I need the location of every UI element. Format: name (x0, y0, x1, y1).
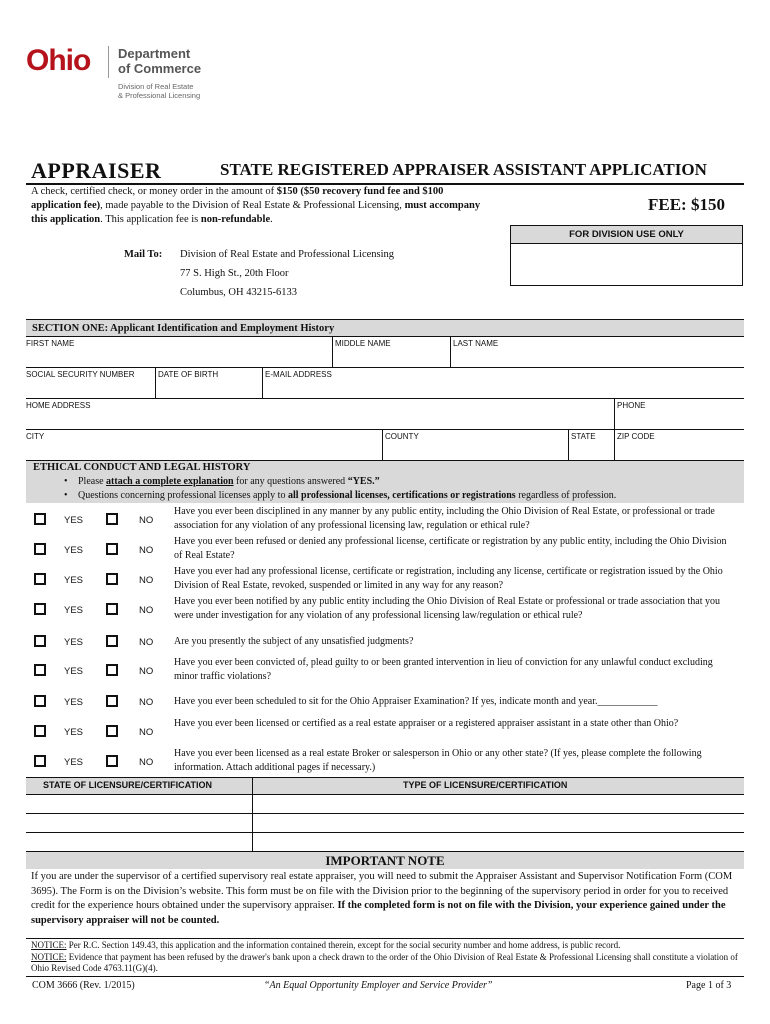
no-label: NO (139, 545, 154, 556)
important-note-header: IMPORTANT NOTE (26, 852, 744, 869)
yes-label: YES (64, 515, 84, 526)
question-text: Have you ever been refused or denied any professional license, certificate or registration by any public entity, including the Ohio Division of Real Estate? (174, 536, 727, 561)
form-id: COM 3666 (Rev. 1/2015) (32, 980, 135, 991)
email-field[interactable] (262, 368, 744, 398)
city-field[interactable] (26, 430, 382, 460)
bullet1-text-b: attach a complete explanation (106, 476, 234, 487)
yes-checkbox[interactable] (34, 664, 46, 676)
division-use-label: FOR DIVISION USE ONLY (511, 226, 742, 244)
question-text: Have you ever been convicted of, plead guilty to or been granted intervention in lieu of conviction for any unlawful conduct excluding minor traffic violations? (174, 657, 713, 682)
logo-wordmark: Ohio (26, 44, 91, 77)
yes-label: YES (64, 757, 84, 768)
question-row (26, 627, 744, 657)
licensure-row[interactable] (26, 795, 744, 814)
yes-label: YES (64, 605, 84, 616)
yes-label: YES (64, 727, 84, 738)
state-label: STATE (571, 432, 596, 441)
no-checkbox[interactable] (106, 635, 118, 647)
yes-checkbox[interactable] (34, 695, 46, 707)
intro-bold-1: $150 ($50 recovery fund fee and $100 application fee) (31, 186, 444, 211)
ssn-field[interactable] (26, 368, 155, 398)
ethical-bullet-1 (78, 476, 380, 487)
state-field[interactable] (568, 430, 614, 460)
no-checkbox[interactable] (106, 543, 118, 555)
form-title: STATE REGISTERED APPRAISER ASSISTANT APPLICATION (220, 160, 707, 179)
yes-checkbox[interactable] (34, 543, 46, 555)
last-name-label: LAST NAME (453, 339, 499, 348)
licensure-row[interactable] (26, 833, 744, 852)
address-row (26, 399, 744, 430)
yes-checkbox[interactable] (34, 603, 46, 615)
mail-to-label: Mail To: (124, 249, 163, 260)
fee-instructions (31, 185, 491, 227)
logo-divider (108, 46, 109, 78)
no-label: NO (139, 727, 154, 738)
first-name-label: FIRST NAME (26, 339, 75, 348)
home-address-field[interactable] (26, 399, 614, 429)
yes-label: YES (64, 666, 84, 677)
ssn-label: SOCIAL SECURITY NUMBER (26, 370, 135, 379)
notice-rule (26, 938, 744, 939)
yes-label: YES (64, 575, 84, 586)
mail-to-line2: 77 S. High St., 20th Floor (180, 268, 289, 279)
intro-text-1: A check, certified check, or money order in the amount of (31, 186, 277, 197)
logo-sub-line1: Division of Real Estate (118, 82, 194, 91)
question-row (26, 687, 744, 717)
no-label: NO (139, 575, 154, 586)
intro-text-3: . This application fee is (100, 214, 201, 225)
question-row (26, 535, 744, 565)
yes-label: YES (64, 637, 84, 648)
yes-checkbox[interactable] (34, 573, 46, 585)
bullet2-text-b: all professional licenses, certifications or registrations (287, 490, 516, 501)
question-row (26, 747, 744, 777)
yes-checkbox[interactable] (34, 513, 46, 525)
no-checkbox[interactable] (106, 695, 118, 707)
question-row (26, 595, 744, 625)
bullet1-text-d: “YES.” (347, 476, 380, 487)
phone-field[interactable] (614, 399, 744, 429)
page-number: Page 1 of 3 (686, 980, 732, 991)
notice-text-2: Evidence that payment has been refused by the drawer's bank upon a check drawn to the order of the Ohio Division of Real Estate & Professional Licensing shall constitute a violation of Ohio Revised Code 4763.11(G)(4). (31, 951, 738, 973)
licensure-header (26, 778, 744, 795)
last-name-field[interactable] (450, 337, 744, 367)
bullet2-text-a: Questions concerning professional licenses apply to (78, 490, 288, 501)
ohio-commerce-logo (26, 40, 226, 102)
yes-checkbox[interactable] (34, 755, 46, 767)
division-use-box (510, 225, 743, 286)
ethical-title: ETHICAL CONDUCT AND LEGAL HISTORY (33, 462, 251, 473)
ethical-bullet-2 (78, 490, 616, 501)
zip-field[interactable] (614, 430, 744, 460)
footer-rule (26, 976, 744, 977)
no-label: NO (139, 637, 154, 648)
phone-label: PHONE (617, 401, 646, 410)
bullet-dot-icon: • (64, 476, 68, 487)
zip-label: ZIP CODE (617, 432, 655, 441)
no-label: NO (139, 515, 154, 526)
no-label: NO (139, 605, 154, 616)
no-checkbox[interactable] (106, 603, 118, 615)
important-note-text (31, 870, 741, 928)
no-checkbox[interactable] (106, 664, 118, 676)
middle-name-field[interactable] (332, 337, 450, 367)
intro-text-4: . (270, 214, 273, 225)
notice-text-1: Per R.C. Section 149.43, this application and the information contained therein, except for the social security number and home address, is public record. (66, 940, 621, 950)
no-checkbox[interactable] (106, 755, 118, 767)
question-row (26, 717, 744, 747)
first-name-field[interactable] (26, 337, 332, 367)
logo-sub-line2: & Professional Licensing (118, 91, 201, 100)
no-label: NO (139, 697, 154, 708)
id-row (26, 368, 744, 399)
home-address-label: HOME ADDRESS (26, 401, 91, 410)
notice-public-record (31, 940, 741, 952)
licensure-col-state: STATE OF LICENSURE/CERTIFICATION (43, 780, 212, 790)
dob-label: DATE OF BIRTH (158, 370, 219, 379)
important-note-body: If you are under the supervisor of a certified supervisory real estate appraiser, you will need to submit the Appraiser Assistant and Supervisor Notification Form (COM 3695). The Form is on the Division’s website. This form must be on file with the Division prior to the beginning of the supervisory period in order for you to received credit for the experience hours obtained under the supervisory appraiser. (31, 871, 733, 911)
no-label: NO (139, 757, 154, 768)
mail-to-line1: Division of Real Estate and Professional Licensing (180, 249, 395, 260)
intro-text-2: , made payable to the Division of Real Estate & Professional Licensing, (100, 200, 405, 211)
important-note-bold: If the completed form is not on file with the Division, your experience gained under the supervisory appraiser will not be counted. (31, 900, 726, 926)
no-checkbox[interactable] (106, 513, 118, 525)
question-text: Have you ever been notified by any public entity including the Ohio Division of Real Estate or professional or trade association that you were under investigation for any violation of any professional licensing law/regulation or ethical rule? (174, 596, 720, 621)
question-row (26, 656, 744, 686)
bullet1-text-a: Please (78, 476, 107, 487)
licensure-col-type: TYPE OF LICENSURE/CERTIFICATION (403, 780, 568, 790)
notice-label: NOTICE: (31, 951, 67, 962)
question-row (26, 505, 744, 535)
notice-refused-payment (31, 952, 741, 975)
yes-label: YES (64, 545, 84, 556)
city-label: CITY (26, 432, 45, 441)
yes-checkbox[interactable] (34, 635, 46, 647)
question-text: Have you ever had any professional license, certificate or registration, including any license, certificate or registration issued by the Ohio Division of Real Estate, revoked, suspended or limited in any way for any reason? (174, 566, 723, 591)
logo-dept-line1: Department (118, 46, 191, 61)
question-text: Have you ever been licensed as a real estate Broker or salesperson in Ohio or any other state? (If yes, please complete the following information. Attach additional pages if necessary.) (174, 748, 702, 773)
county-field[interactable] (382, 430, 568, 460)
city-row (26, 430, 744, 461)
intro-bold-3: non-refundable (200, 214, 271, 225)
logo-dept-line2: of Commerce (118, 61, 202, 76)
form-category-title: APPRAISER (31, 158, 162, 183)
eeo-motto: “An Equal Opportunity Employer and Service Provider” (264, 980, 493, 991)
notice-label: NOTICE: (31, 940, 67, 950)
question-text: Have you ever been disciplined in any manner by any public entity, including the Ohio Division of Real Estate, or professional or trade association for any violation of any professional licensing law, regulation or ethical rule? (174, 506, 715, 531)
no-label: NO (139, 666, 154, 677)
county-label: COUNTY (385, 432, 419, 441)
name-row (26, 337, 744, 368)
yes-label: YES (64, 697, 84, 708)
notices (31, 940, 741, 975)
question-text: Have you ever been scheduled to sit for the Ohio Appraiser Examination? If yes, indicate month and year.____________ (174, 696, 658, 707)
no-checkbox[interactable] (106, 725, 118, 737)
middle-name-label: MIDDLE NAME (335, 339, 391, 348)
yes-checkbox[interactable] (34, 725, 46, 737)
bullet2-text-c: regardless of profession. (515, 490, 617, 501)
mail-to-line3: Columbus, OH 43215-6133 (180, 287, 297, 298)
question-text: Are you presently the subject of any unsatisfied judgments? (174, 636, 414, 647)
applicant-id-grid (26, 336, 744, 461)
licensure-table (26, 777, 744, 852)
question-row (26, 565, 744, 595)
licensure-row[interactable] (26, 814, 744, 833)
fee-amount: FEE: $150 (648, 195, 725, 214)
dob-field[interactable] (155, 368, 262, 398)
question-text: Have you ever been licensed or certified as a real estate appraiser or a registered appraiser assistant in a state other than Ohio? (174, 718, 679, 729)
intro-bold-2: must accompany this application (31, 200, 481, 225)
bullet-dot-icon: • (64, 490, 68, 501)
email-label: E-MAIL ADDRESS (265, 370, 332, 379)
no-checkbox[interactable] (106, 573, 118, 585)
licensure-divider (252, 778, 253, 852)
bullet1-text-c: for any questions answered (233, 476, 348, 487)
section-one-header: SECTION ONE: Applicant Identification and Employment History (26, 319, 744, 336)
